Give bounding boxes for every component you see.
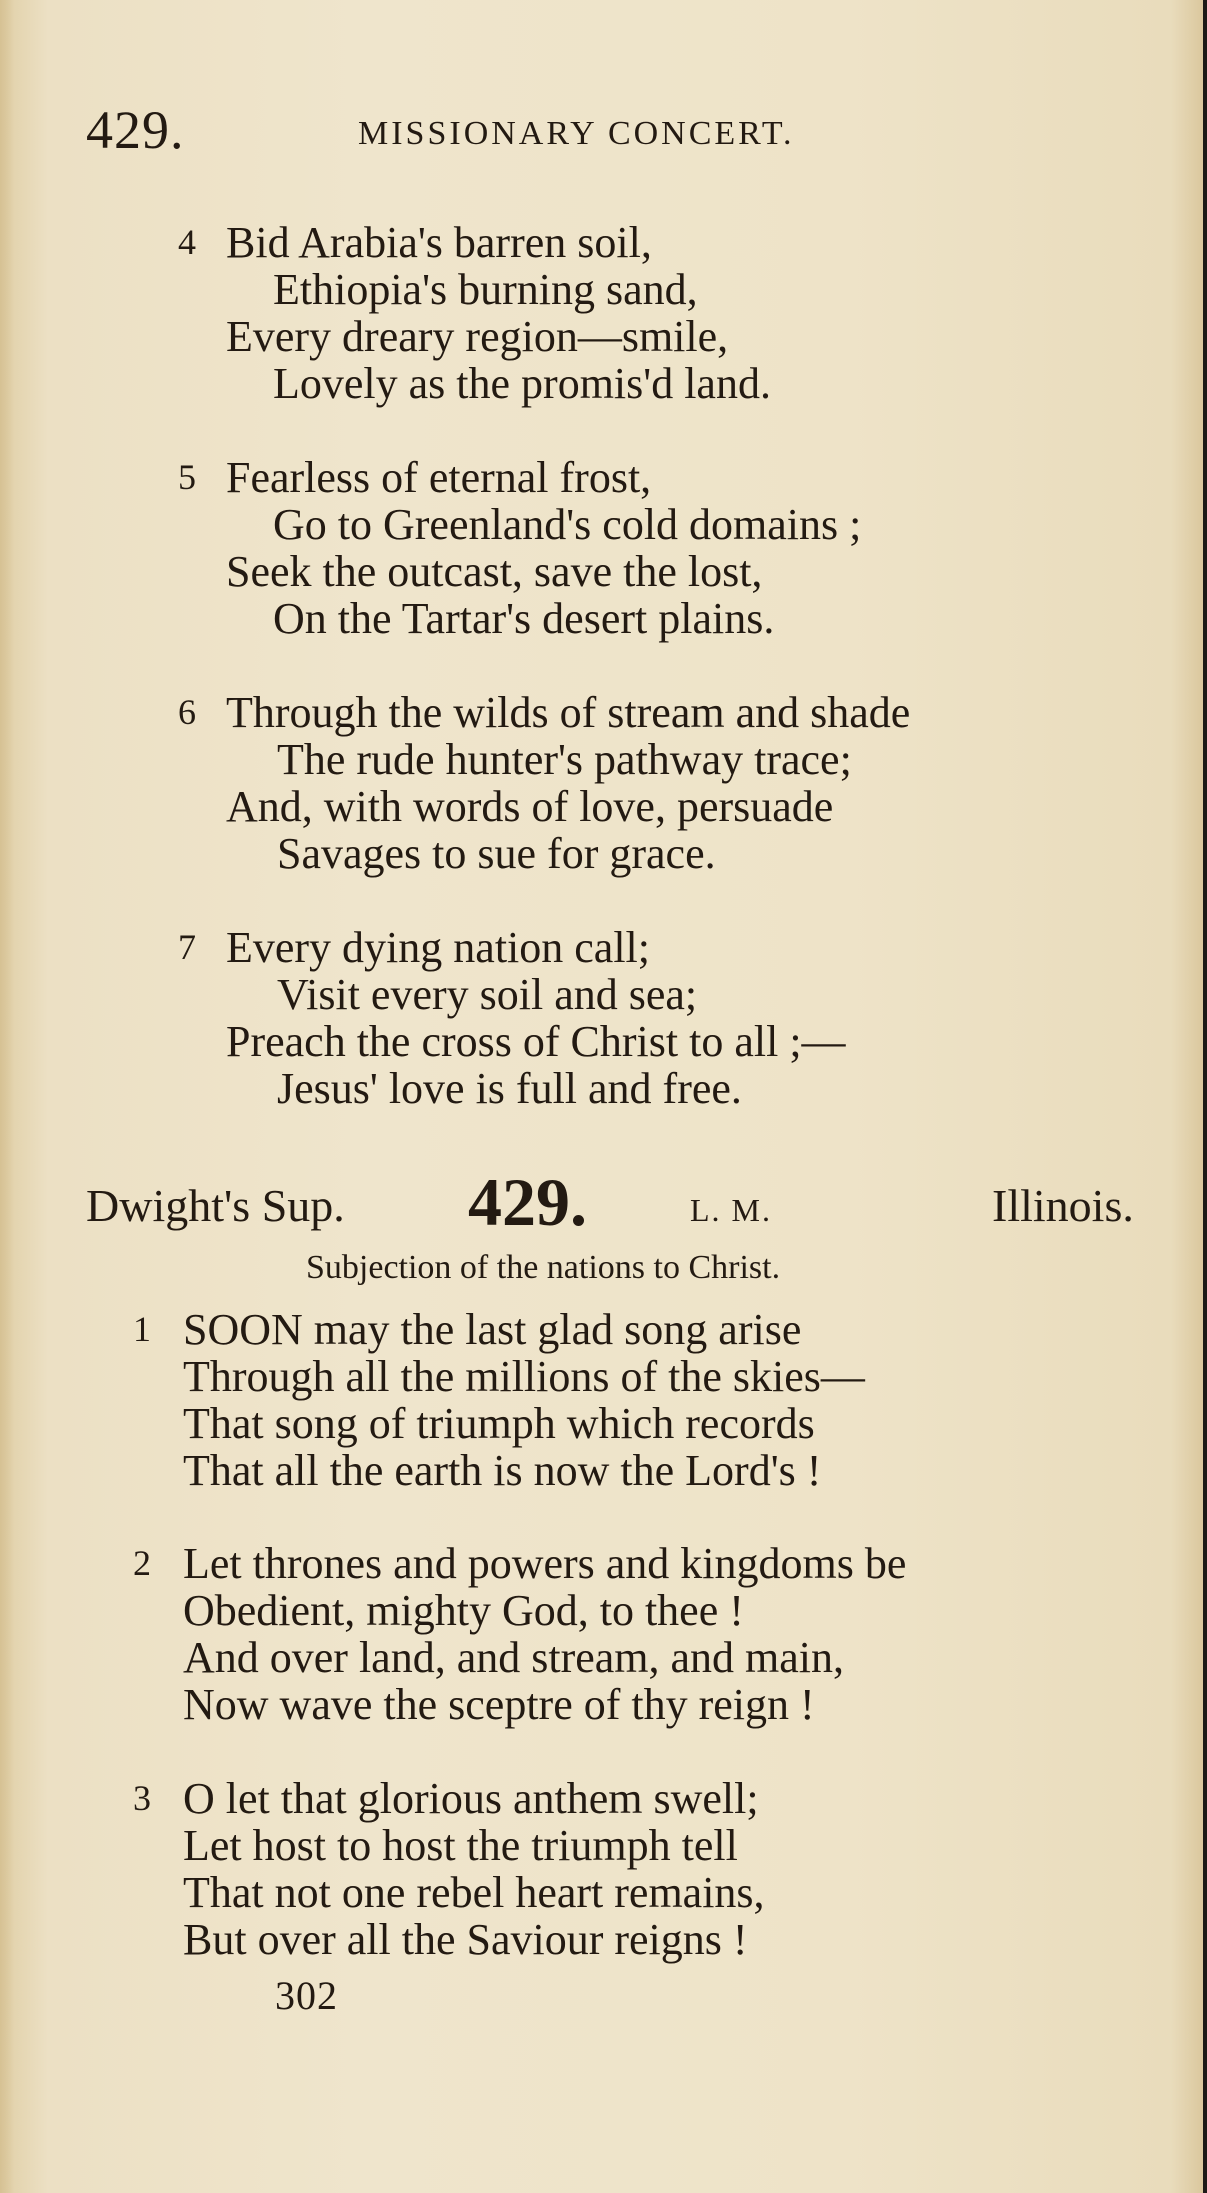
page-edge-right — [1203, 0, 1207, 2193]
stanza-number: 1 — [133, 1309, 151, 1349]
hymn-stanza-3 — [133, 1774, 765, 1964]
hymn-number: 429. — [468, 1164, 587, 1240]
stanza-line: Bid Arabia's barren soil, — [226, 218, 652, 267]
stanza-number: 5 — [178, 457, 196, 497]
stanza-number: 7 — [178, 927, 196, 967]
stanza-line: That all the earth is now the Lord's ! — [183, 1446, 822, 1495]
stanza-line: Through the wilds of stream and shade — [226, 688, 911, 737]
stanza-line: Seek the outcast, save the lost, — [226, 547, 763, 596]
stanza-line: Savages to sue for grace. — [277, 829, 716, 878]
running-head-number: 429. — [86, 100, 185, 160]
stanza-number: 2 — [133, 1543, 151, 1583]
stanza-line: Now wave the sceptre of thy reign ! — [183, 1680, 815, 1729]
stanza-line: Fearless of eternal frost, — [226, 453, 652, 502]
stanza-line: O let that glorious anthem swell; — [183, 1774, 759, 1823]
stanza-line: Let host to host the triumph tell — [183, 1821, 738, 1870]
hymn-stanza-2 — [133, 1539, 907, 1729]
stanza-line: Lovely as the promis'd land. — [273, 359, 771, 408]
hymn-tune: Illinois. — [992, 1180, 1134, 1231]
hymn-source: Dwight's Sup. — [86, 1180, 345, 1231]
running-head-title: MISSIONARY CONCERT. — [358, 115, 795, 152]
stanza-line: Every dreary region—smile, — [226, 312, 729, 361]
page-folio: 302 — [275, 1973, 338, 2018]
hymn-header — [86, 1166, 1186, 1246]
prev-hymn-stanza-7 — [178, 923, 846, 1113]
stanza-number: 3 — [133, 1778, 151, 1818]
stanza-line: The rude hunter's pathway trace; — [277, 735, 852, 784]
stanza-line: But over all the Saviour reigns ! — [183, 1915, 748, 1964]
stanza-line: Visit every soil and sea; — [277, 970, 698, 1019]
stanza-line: And, with words of love, persuade — [226, 782, 834, 831]
stanza-line: That song of triumph which records — [183, 1399, 815, 1448]
prev-hymn-stanza-4 — [178, 218, 771, 408]
prev-hymn-stanza-5 — [178, 453, 862, 643]
stanza-line: That not one rebel heart remains, — [183, 1868, 765, 1917]
stanza-line: SOON may the last glad song arise — [183, 1305, 802, 1354]
hymn-subject: Subjection of the nations to Christ. — [306, 1249, 781, 1286]
running-head — [86, 100, 1186, 160]
stanza-line: Let thrones and powers and kingdoms be — [183, 1539, 907, 1588]
stanza-line: And over land, and stream, and main, — [183, 1633, 845, 1682]
stanza-number: 6 — [178, 692, 196, 732]
stanza-line: Obedient, mighty God, to thee ! — [183, 1586, 744, 1635]
stanza-line: Through all the millions of the skies— — [183, 1352, 865, 1401]
stanza-line: Jesus' love is full and free. — [277, 1064, 742, 1113]
hymn-stanza-1 — [133, 1305, 865, 1495]
stanza-line: Go to Greenland's cold domains ; — [273, 500, 862, 549]
stanza-number: 4 — [178, 222, 196, 262]
hymn-meter: L. M. — [690, 1192, 772, 1228]
stanza-line: Preach the cross of Christ to all ;— — [226, 1017, 846, 1066]
stanza-line: On the Tartar's desert plains. — [273, 594, 775, 643]
stanza-line: Every dying nation call; — [226, 923, 650, 972]
page-shadow-left — [0, 0, 14, 2193]
prev-hymn-stanza-6 — [178, 688, 911, 878]
stanza-line: Ethiopia's burning sand, — [273, 265, 698, 314]
